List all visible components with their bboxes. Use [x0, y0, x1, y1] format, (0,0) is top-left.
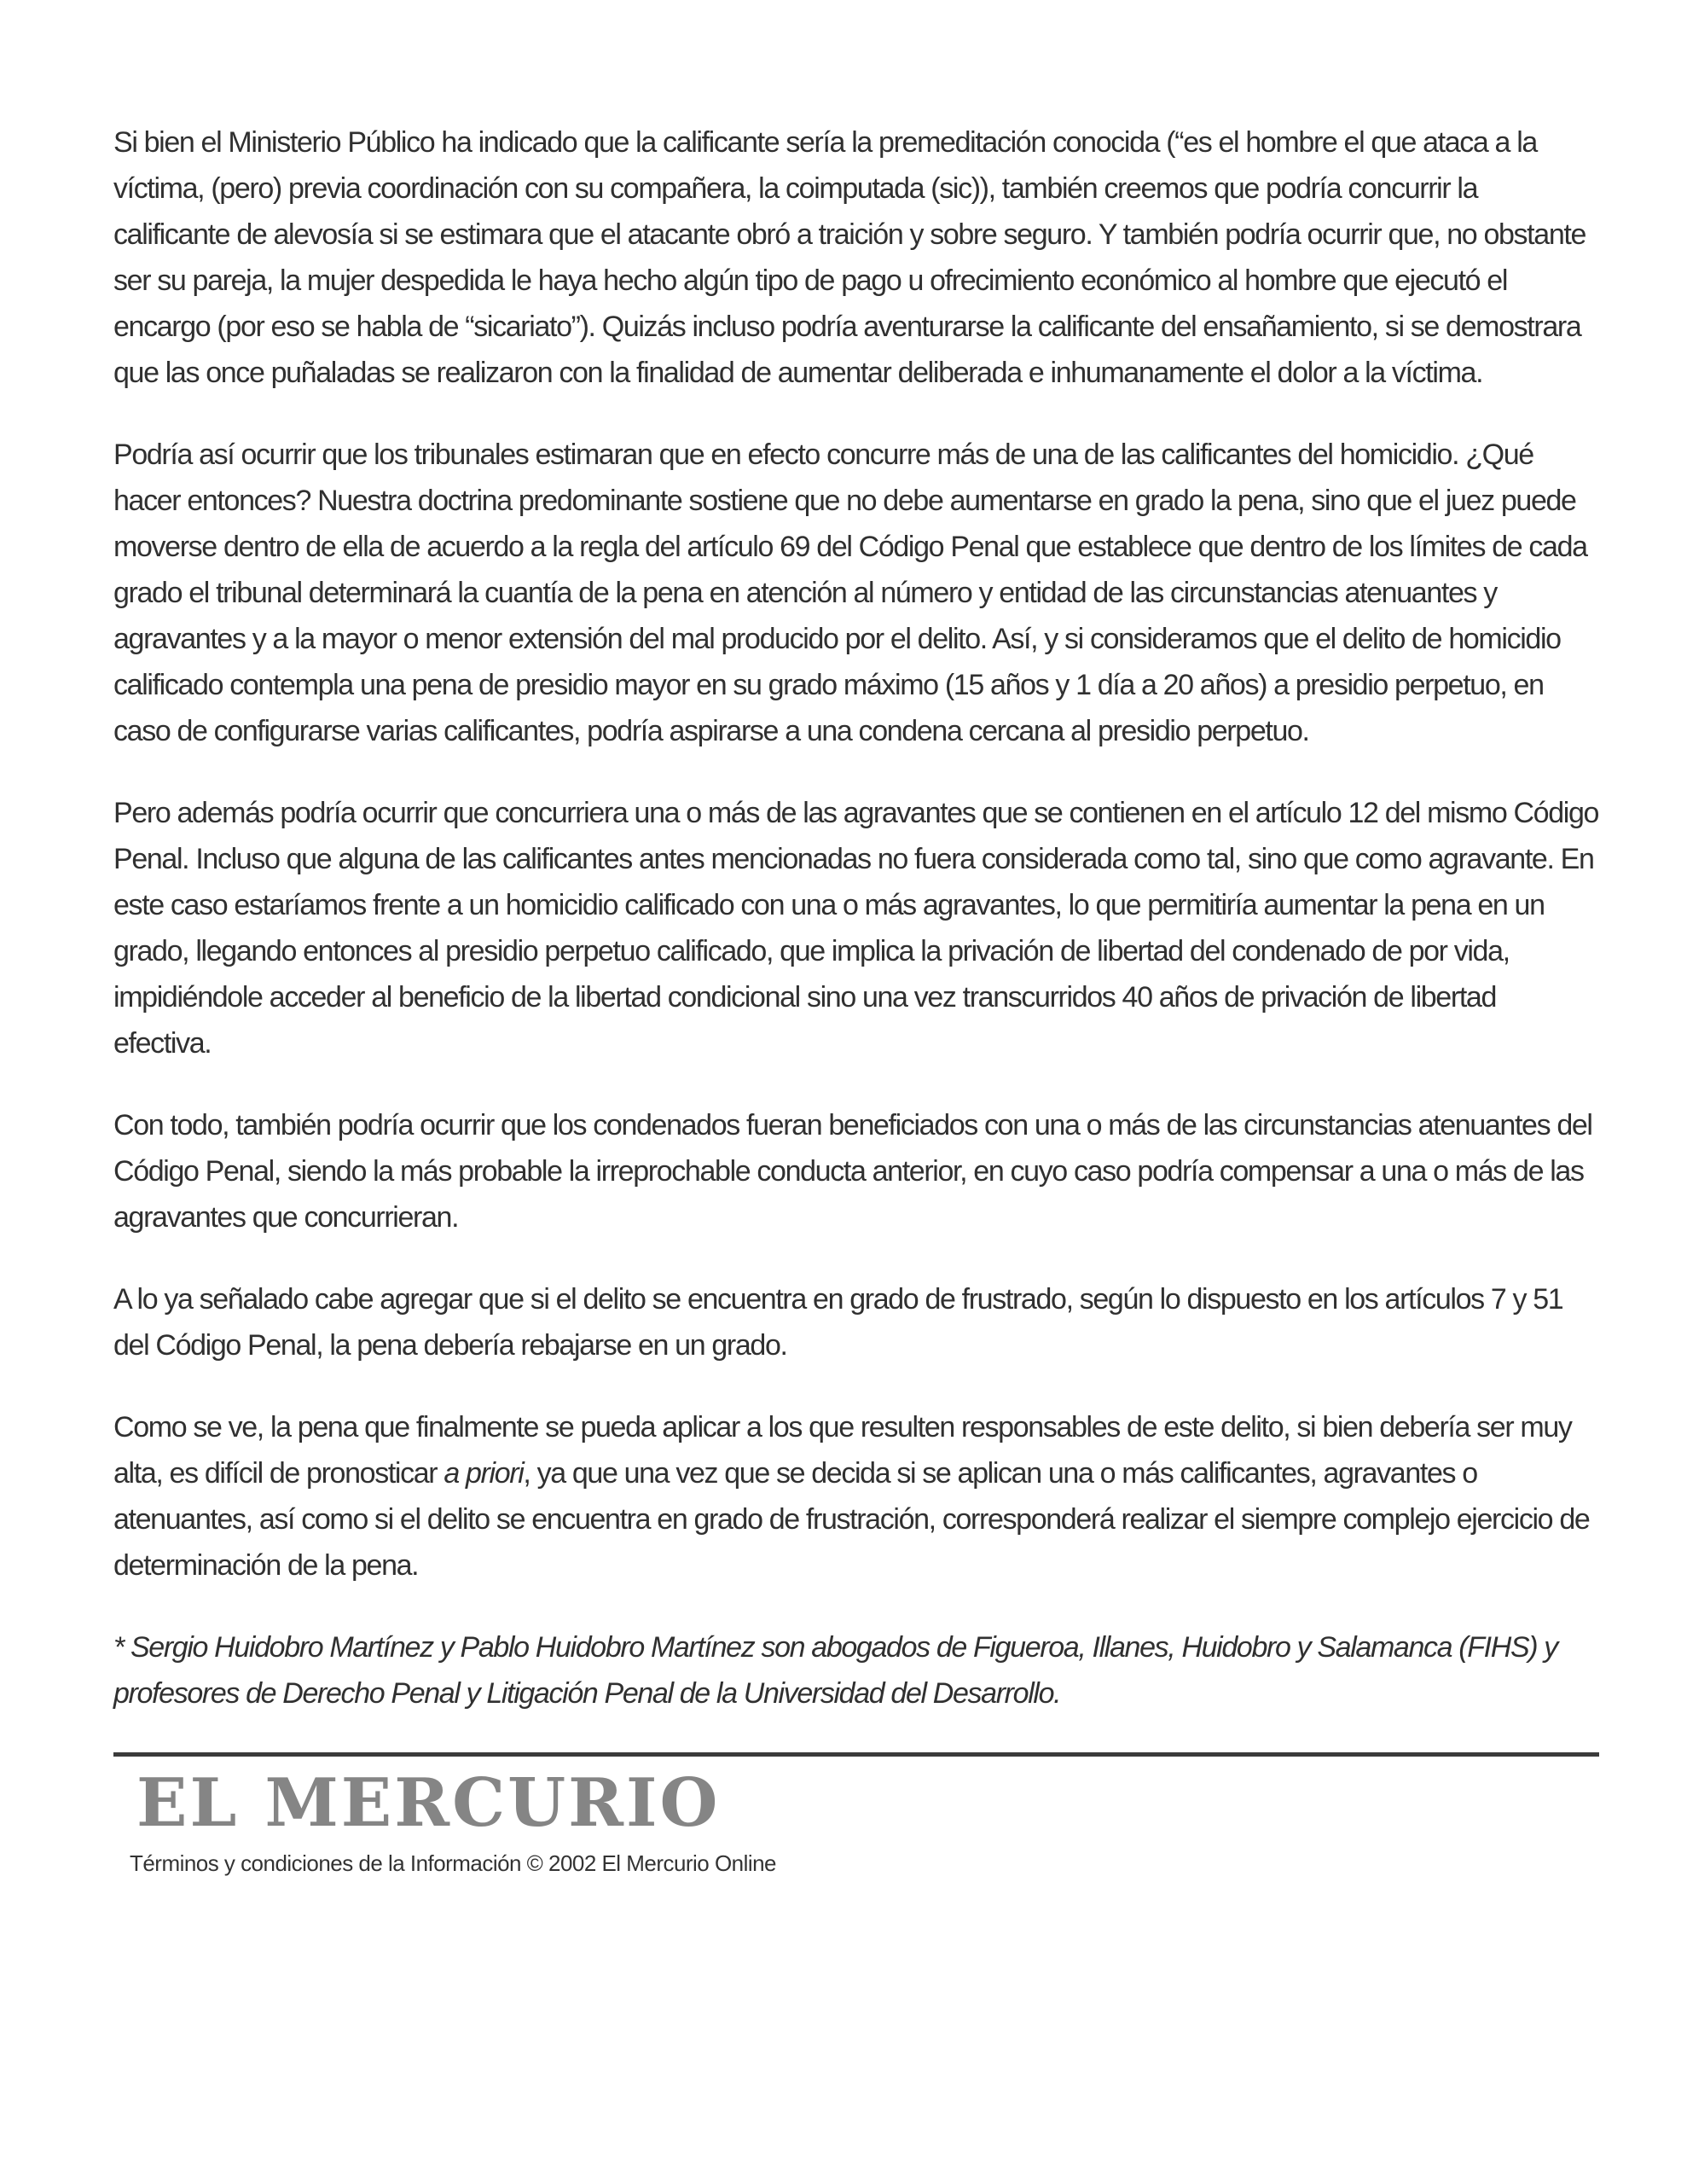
paragraph-3: Pero además podría ocurrir que concurriera una o más de las agravantes que se contienen en el artículo 12 del mismo Código Penal. Incluso que alguna de las calificantes antes mencionadas no fuera considerada como tal, sino que como agravante. En este caso estaríamos frente a un homicidio calificado con una o más agravantes, lo que permitiría aumentar la pena en un grado, llegando entonces al presidio perpetuo calificado, que implica la privación de libertad del condenado de por vida, impidiéndole acceder al beneficio de la libertad condicional sino una vez transcurridos 40 años de privación de libertad efectiva. — [113, 797, 1599, 1060]
paragraph-6-text-before: Como se ve, la pena que finalmente se pueda aplicar a los que resulten responsables de este delito, si bien debería ser muy alta, es difícil de pronosticar — [113, 1411, 1572, 1490]
paragraph-4: Con todo, también podría ocurrir que los condenados fueran beneficiados con una o más de las circunstancias atenuantes del Código Penal, siendo la más probable la irreprochable conducta anterior, en cuyo caso podría compensar a una o más de las agravantes que concurrieran. — [113, 1109, 1592, 1234]
author-note: * Sergio Huidobro Martínez y Pablo Huidobro Martínez son abogados de Figueroa, Illanes, Huidobro y Salamanca (FIHS) y profesores de Derecho Penal y Litigación Penal de la Universidad del Desarrollo. — [113, 1631, 1557, 1710]
paragraph-2: Podría así ocurrir que los tribunales estimaran que en efecto concurre más de una de las calificantes del homicidio. ¿Qué hacer entonces? Nuestra doctrina predominante sostiene que no debe aumentarse en grado la pena, sino que el juez puede moverse dentro de ella de acuerdo a la regla del artículo 69 del Código Penal que establece que dentro de los límites de cada grado el tribunal determinará la cuantía de la pena en atención al número y entidad de las circunstancias atenuantes y agravantes y a la mayor o menor extensión del mal producido por el delito. Así, y si consideramos que el delito de homicidio calificado contempla una pena de presidio mayor en su grado máximo (15 años y 1 día a 20 años) a presidio perpetuo, en caso de configurarse varias calificantes, podría aspirarse a una condena cercana al presidio perpetuo. — [113, 439, 1587, 747]
footer-divider — [113, 1752, 1599, 1757]
paragraph-5: A lo ya señalado cabe agregar que si el delito se encuentra en grado de frustrado, según lo dispuesto en los artículos 7 y 51 del Código Penal, la pena debería rebajarse en un grado. — [113, 1283, 1563, 1362]
page-footer — [0, 1752, 1687, 1877]
paragraph-6 — [113, 1404, 1599, 1589]
paragraph-1: Si bien el Ministerio Público ha indicado que la calificante sería la premeditación conocida (“es el hombre el que ataca a la víctima, (pero) previa coordinación con su compañera, la coimputada (sic)), también creemos que podría concurrir la calificante de alevosía si se estimara que el atacante obró a traición y sobre seguro. Y también podría ocurrir que, no obstante ser su pareja, la mujer despedida le haya hecho algún tipo de pago u ofrecimiento económico al hombre que ejecutó el encargo (por eso se habla de “sicariato”). Quizás incluso podría aventurarse la calificante del ensañamiento, si se demostrara que las once puñaladas se realizaron con la finalidad de aumentar deliberada e inhumanamente el dolor a la víctima. — [113, 126, 1586, 389]
paragraph-6-text-after: , ya que una vez que se decida si se aplican una o más calificantes, agravantes o atenuantes, así como si el delito se encuentra en grado de frustración, corresponderá realizar el siempre complejo ejercicio de determinación de la pena. — [113, 1457, 1590, 1582]
terms-and-conditions-text: Términos y condiciones de la Información © 2002 El Mercurio Online — [130, 1850, 776, 1876]
el-mercurio-logo: EL MERCURIO — [136, 1764, 721, 1842]
paragraph-6-latin-phrase: a priori — [443, 1457, 524, 1490]
